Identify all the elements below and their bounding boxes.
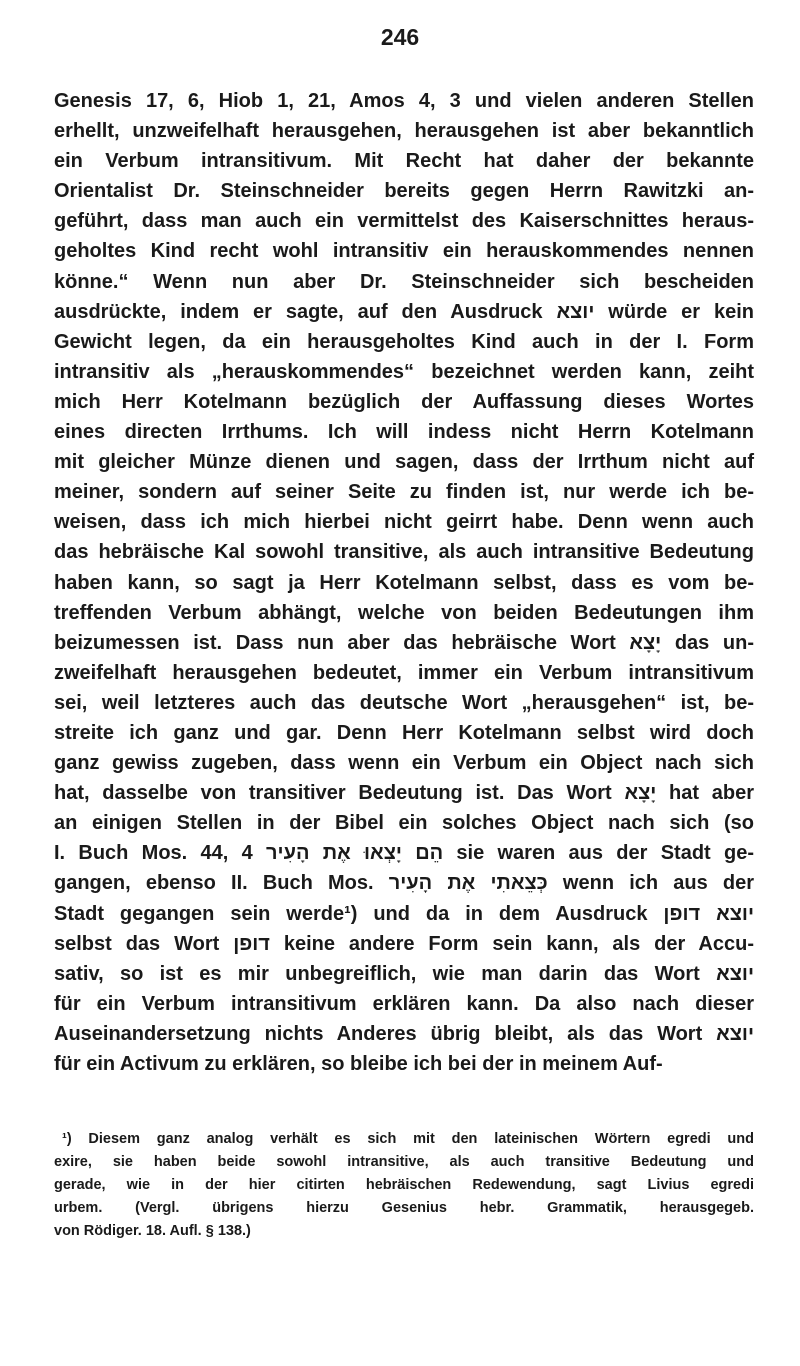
body-line: Auseinandersetzung nichts Anderes übrig bleibt, als das Wort יוצא [54,1022,754,1045]
body-line: Genesis 17, 6, Hiob 1, 21, Amos 4, 3 und vielen anderen Stellen [54,90,754,112]
body-line: intransitiv als „herauskommendes“ bezeichnet werden kann, zeiht [54,360,754,383]
body-line: beizumessen ist. Dass nun aber das hebräische Wort יָצָא das un- [54,631,754,654]
body-line: gangen, ebenso II. Buch Mos. כְּצֵאתִי אֶת הָעִיר wenn ich aus der [54,872,755,895]
body-line: streite ich ganz und gar. Denn Herr Kotelmann selbst wird doch [54,721,754,744]
body-line: das hebräische Kal sowohl transitive, als auch intransitive Bedeutung [54,541,754,564]
footnote-line: von Rödiger. 18. Aufl. § 138.) [54,1223,251,1239]
body-line: sativ, so ist es mir unbegreiflich, wie man darin das Wort יוצא [54,962,754,985]
body-line: selbst das Wort דופן keine andere Form sein kann, als der Accu- [54,932,754,955]
footnote-line: urbem. (Vergl. übrigens hierzu Gesenius hebr. Grammatik, herausgegeb. [54,1200,754,1216]
body-line: zweifelhaft herausgehen bedeutet, immer ein Verbum intransitivum [54,661,754,684]
body-line: Stadt gegangen sein werde¹) und da in dem Ausdruck יוצא דופן [54,902,754,925]
body-line: mich Herr Kotelmann bezüglich der Auffassung dieses Wortes [54,390,754,413]
body-text [54,86,754,1079]
page-number: 246 [380,24,420,50]
body-line: Orientalist Dr. Steinschneider bereits gegen Herrn Rawitzki an- [54,180,754,203]
body-line: treffenden Verbum abhängt, welche von beiden Bedeutungen ihm [54,601,754,624]
body-line: sei, weil letzteres auch das deutsche Wort „herausgehen“ ist, be- [54,691,754,714]
footnote-line: gerade, wie in der hier citirten hebräischen Redewendung, sagt Livius egredi [54,1177,754,1193]
body-line: ausdrückte, indem er sagte, auf den Ausdruck יוצא würde er kein [54,300,755,323]
body-line: erhellt, unzweifelhaft herausgehen, herausgehen ist aber bekanntlich [54,120,754,143]
body-line: ganz gewiss zugeben, dass wenn ein Verbum ein Object nach sich [54,752,754,775]
body-line: meiner, sondern auf seiner Seite zu finden ist, nur werde ich be- [54,481,754,504]
body-line: an einigen Stellen in der Bibel ein solches Object nach sich (so [54,812,754,835]
body-line: für ein Verbum intransitivum erklären kann. Da also nach dieser [54,992,754,1015]
body-line: könne.“ Wenn nun aber Dr. Steinschneider sich bescheiden [54,270,754,293]
body-line: ein Verbum intransitivum. Mit Recht hat daher der bekannte [54,150,754,173]
body-line: haben kann, so sagt ja Herr Kotelmann selbst, dass es vom be- [54,571,754,594]
body-line: eines directen Irrthums. Ich will indess nicht Herrn Kotelmann [54,421,754,444]
body-line: geführt, dass man auch ein vermittelst des Kaiserschnittes heraus- [54,210,754,233]
footnote-line: ¹) Diesem ganz analog verhält es sich mit den lateinischen Wörtern egredi und [62,1131,754,1147]
footnote-line: exire, sie haben beide sowohl intransitive, als auch transitive Bedeutung und [54,1154,754,1170]
footnote [54,1128,754,1243]
body-line: geholtes Kind recht wohl intransitiv ein herauskommendes nennen [54,240,754,263]
body-line: weisen, dass ich mich hierbei nicht geirrt habe. Denn wenn auch [54,511,754,534]
body-line: Gewicht legen, da ein herausgeholtes Kind auch in der I. Form [54,330,754,353]
body-line: für ein Activum zu erklären, so bleibe ich bei der in meinem Auf- [54,1053,663,1075]
body-line: I. Buch Mos. 44, 4 הֵם יָצְאוּ אֶת הָעִיר sie waren aus der Stadt ge- [54,842,754,865]
body-line: hat, dasselbe von transitiver Bedeutung ist. Das Wort יָצָא hat aber [54,782,755,805]
body-line: mit gleicher Münze dienen und sagen, dass der Irrthum nicht auf [54,451,754,474]
